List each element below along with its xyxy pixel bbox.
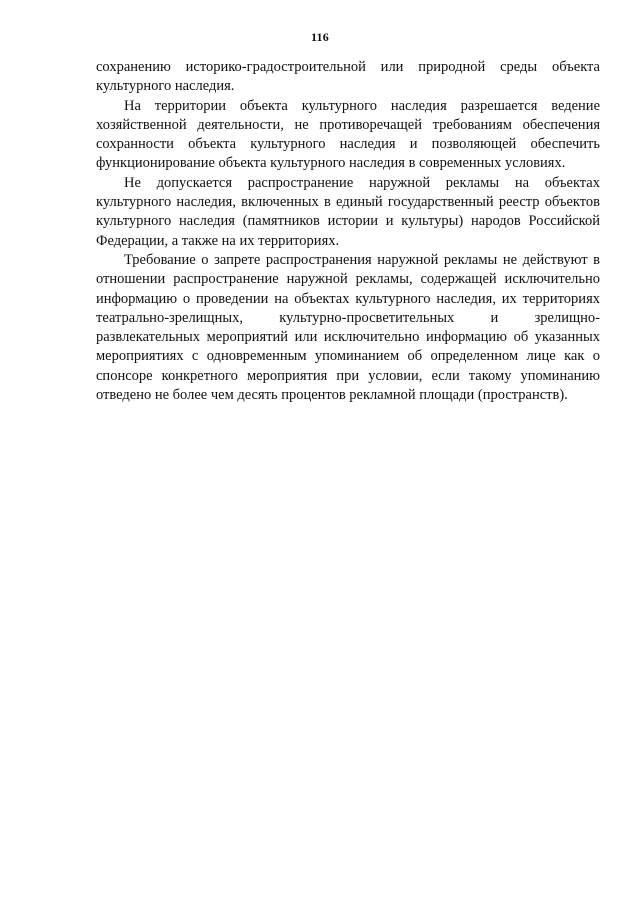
paragraph: Не допускается распространение наружной рекламы на объектах культурного наследия, включенных в единый государственный реестр объектов культурного наследия (памятников истории и культуры) народов Российской Федерации, а также на их территориях. bbox=[96, 174, 600, 249]
paragraph: На территории объекта культурного наследия разрешается ведение хозяйственной деятельности, не противоречащей требованиям обеспечения сохранности объекта культурного наследия и позволяющей обеспечить функционирование объекта культурного наследия в современных условиях. bbox=[96, 97, 600, 172]
paragraph: сохранению историко-градостроительной или природной среды объекта культурного наследия. bbox=[96, 59, 600, 95]
page-number: 116 bbox=[311, 30, 329, 44]
body-text bbox=[96, 58, 600, 405]
paragraph: Требование о запрете распространения наружной рекламы не действуют в отношении распространение наружной рекламы, содержащей исключительно информацию о проведении на объектах культурного наследия, их территориях театрально-зрелищных, культурно-просветительных и зрелищно-развлекательных мероприятий или исключительно информацию об указанных мероприятиях с одновременным упоминанием об определенном лице как о спонсоре конкретного мероприятия при условии, если такому упоминанию отведено не более чем десять процентов рекламной площади (пространств). bbox=[96, 251, 600, 404]
